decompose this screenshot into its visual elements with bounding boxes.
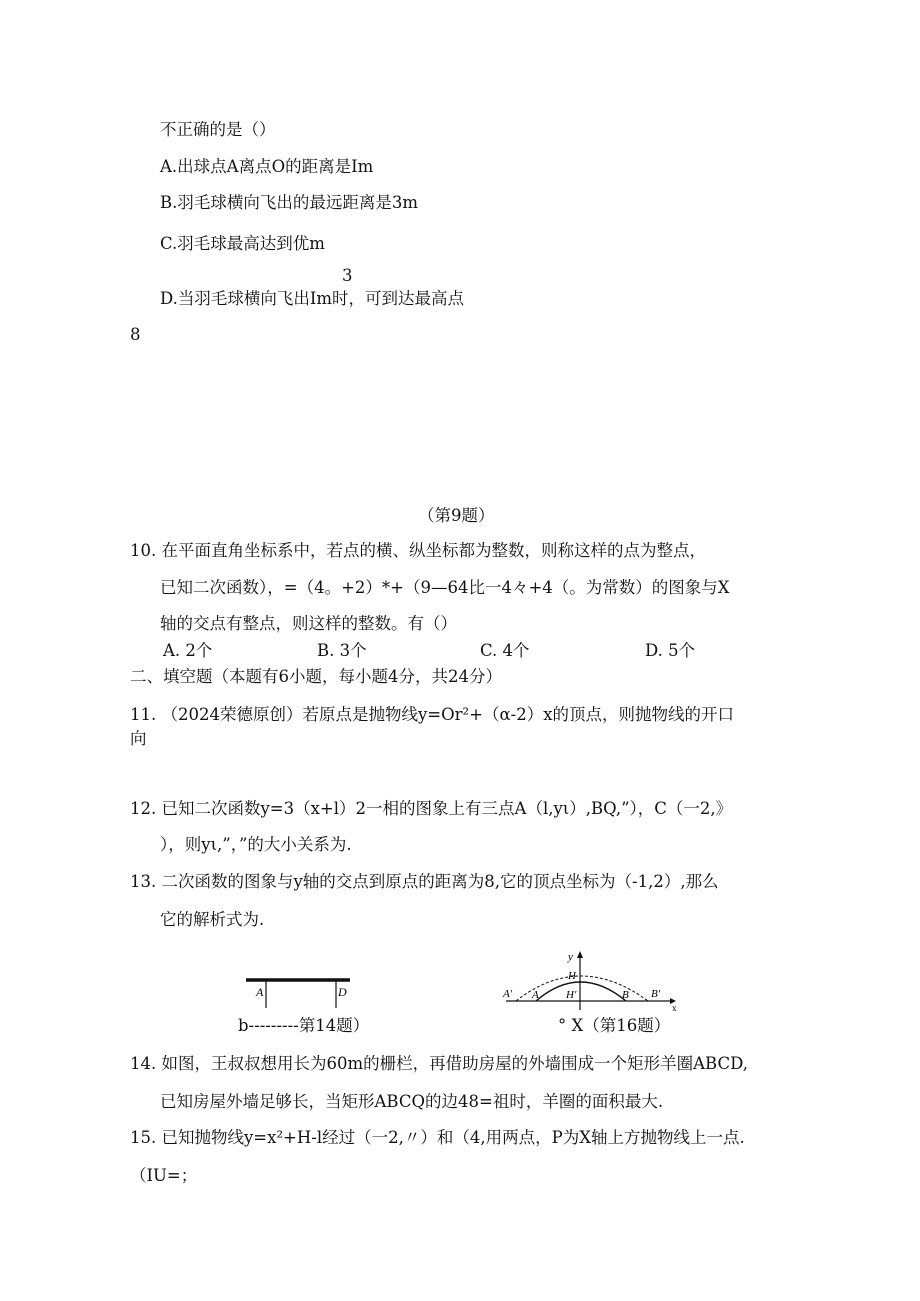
fig16-label-b: B [622,989,629,1001]
q14-line-2: 已知房屋外墙足够长，当矩形ABCQ的边48=祖时，羊圈的面积最大. [160,1092,664,1111]
q10-line-1: 10. 在平面直角坐标系中，若点的横、纵坐标都为整数，则称这样的点为整点， [130,541,706,560]
q14-line-1: 14. 如图，王叔叔想用长为60m的栅栏，再借助房屋的外墙围成一个矩形羊圈ABCD, [130,1054,748,1073]
q15-line-1: 15. 已知抛物线y=x²+H-l经过（一2,〃）和（4,用两点，P为X轴上方抛物线上一点. [130,1128,745,1147]
section-2-heading: 二、填空题（本题有6小题，每小题4分，共24分） [130,667,502,686]
q9-option-b: B.羽毛球横向飞出的最远距离是3m [160,193,419,212]
fig16-label-x: x [672,1003,677,1012]
q11-line-2: 向 [130,729,147,748]
fig16-caption: ° X（第16题） [558,1016,671,1035]
q10-option-c: C. 4个 [480,641,530,660]
fig16-label-a: A [532,989,539,1001]
q9-option-d: D.当羽毛球横向飞出Im时，可到达最高点 [160,289,465,308]
q9-fraction-numerator: 3 [342,266,353,285]
q15-line-2: （IU=； [130,1166,198,1185]
fig16-label-a-prime: A' [503,988,513,1000]
fig16-label-y: y [568,951,573,963]
q10-option-b: B. 3个 [317,641,367,660]
q12-line-2: ），则yι,”，”的大小关系为. [160,835,352,854]
q10-option-a: A. 2个 [163,641,213,660]
fig14-label-d: D [338,985,347,999]
fig14-fence-diagram [238,968,358,1014]
fig14-label-a: A [256,985,264,999]
q9-option-a: A.出球点A离点O的距离是Im [160,157,374,176]
q9-stem-tail: 不正确的是（） [160,120,276,139]
q9-figure-caption: （第9题） [418,506,495,525]
q10-line-3: 轴的交点有整点，则这样的整数。有（） [160,614,457,633]
q9-option-c: C.羽毛球最高达到优m [160,234,325,253]
q13-line-2: 它的解析式为. [160,910,265,929]
q10-line-2: 已知二次函数），=（4。+2）*+（9—64比一4々+4（。为常数）的图象与X [160,578,730,597]
fig16-label-b-prime: B' [651,988,661,1000]
q12-line-1: 12. 已知二次函数y=3（x+l）2一相的图象上有三点A（l,yι）,BQ,”），C（一2,》 [130,799,733,818]
fig16-parabola-diagram [498,950,678,1012]
fig16-solid-parabola [536,982,626,1001]
q9-fraction-denominator: 8 [130,325,141,344]
fig16-label-h-prime: H' [566,989,577,1001]
q11-line-1: 11. （2024荣德原创）若原点是抛物线y=Or²+（α-2）x的顶点，则抛物线的开口 [130,705,734,724]
q13-line-1: 13. 二次函数的图象与y轴的交点到原点的距离为8,它的顶点坐标为（-1,2）,那么 [130,872,719,891]
fig16-y-axis-arrow [577,951,583,958]
fig14-caption: b---------第14题） [238,1016,370,1035]
fig16-label-h: H [568,970,576,982]
q10-option-d: D. 5个 [645,641,696,660]
